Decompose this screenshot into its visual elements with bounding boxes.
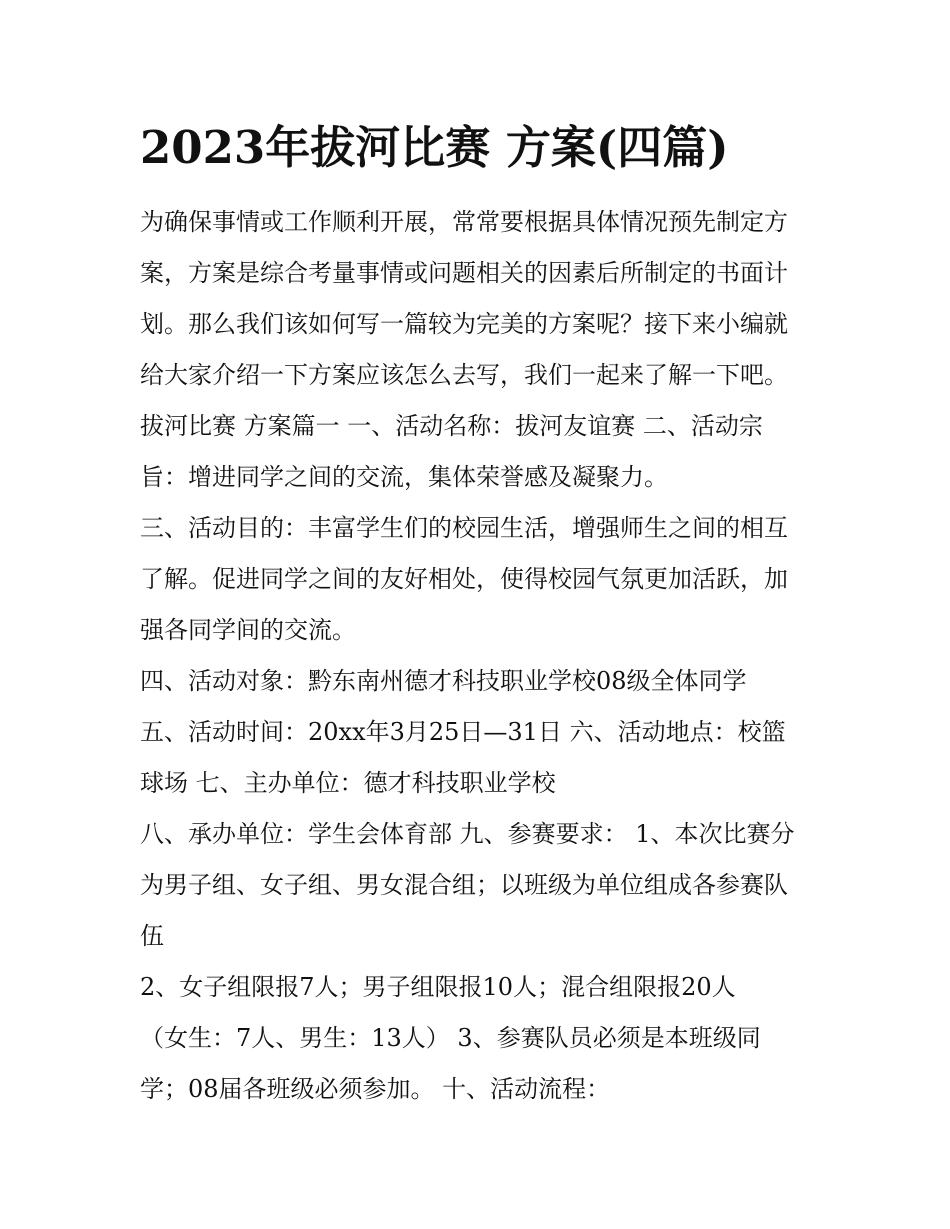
body-line: 案，方案是综合考量事情或问题相关的因素后所制定的书面计: [140, 259, 788, 287]
body-line: 2、女子组限报7人；男子组限报10人；混合组限报20人: [140, 973, 736, 1001]
body-line: 划。那么我们该如何写一篇较为完美的方案呢？接下来小编就: [140, 310, 788, 338]
body-line: 给大家介绍一下方案应该怎么去写，我们一起来了解一下吧。: [140, 361, 788, 389]
body-line: 五、活动时间：20xx年3月25日—31日 六、活动地点：校篮: [140, 718, 786, 746]
body-line: 为男子组、女子组、男女混合组；以班级为单位组成各参赛队: [140, 871, 788, 899]
document-title: 2023年拔河比赛 方案(四篇): [140, 121, 729, 174]
body-line: 学；08届各班级必须参加。 十、活动流程：: [140, 1075, 611, 1103]
body-line: 四、活动对象：黔东南州德才科技职业学校08级全体同学: [140, 667, 747, 695]
body-line: （女生：7人、男生：13人） 3、参赛队员必须是本班级同: [140, 1024, 761, 1052]
body-line: 为确保事情或工作顺利开展，常常要根据具体情况预先制定方: [140, 208, 788, 236]
body-line: 强各同学间的交流。: [140, 616, 356, 644]
body-line: 八、承办单位：学生会体育部 九、参赛要求： 1、本次比赛分: [140, 820, 795, 848]
body-line: 伍: [140, 922, 164, 950]
body-line: 球场 七、主办单位：德才科技职业学校: [140, 769, 556, 797]
body-line: 旨：增进同学之间的交流，集体荣誉感及凝聚力。: [140, 463, 668, 491]
body-line: 了解。促进同学之间的友好相处，使得校园气氛更加活跃，加: [140, 565, 788, 593]
body-line: 三、活动目的：丰富学生们的校园生活，增强师生之间的相互: [140, 514, 788, 542]
document-body: [140, 197, 840, 1115]
body-line: 拔河比赛 方案篇一 一、活动名称：拔河友谊赛 二、活动宗: [140, 412, 763, 440]
